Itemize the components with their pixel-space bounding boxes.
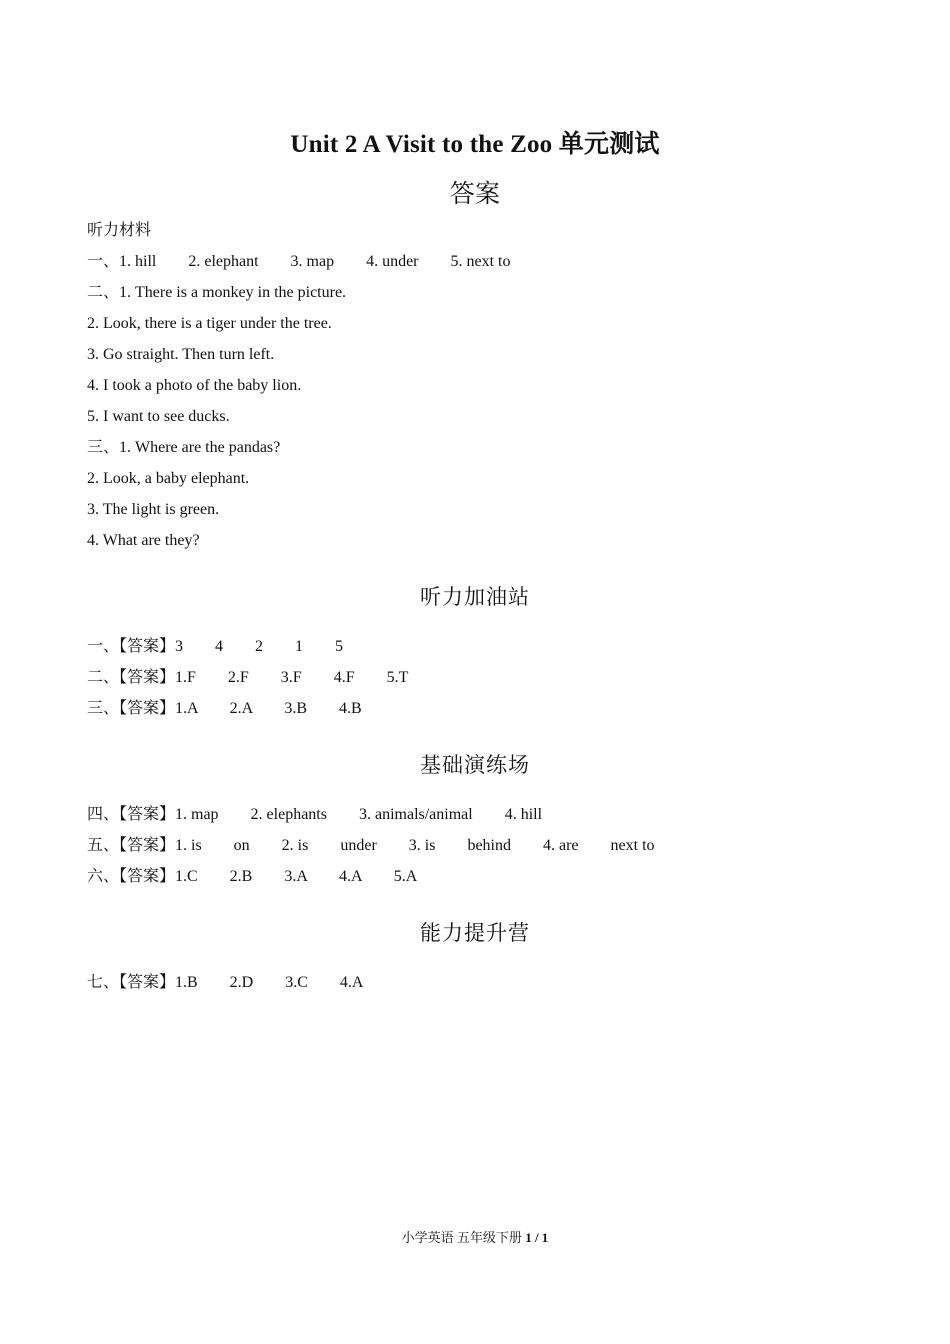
answer-line: 五、【答案】1. is on 2. is under 3. is behind 4. are next to [87, 837, 655, 854]
page-number: 1 / 1 [525, 1230, 549, 1245]
listening-line: 4. I took a photo of the baby lion. [87, 377, 302, 394]
listening-line: 3. Go straight. Then turn left. [87, 346, 275, 363]
listening-line: 2. Look, a baby elephant. [87, 470, 250, 487]
section-heading-basics: 基础演练场 [420, 753, 530, 777]
page-footer [0, 1227, 950, 1246]
answer-line: 二、【答案】1.F 2.F 3.F 4.F 5.T [87, 669, 409, 686]
answer-line: 四、【答案】1. map 2. elephants 3. animals/animal 4. hill [87, 806, 543, 823]
answer-line: 三、【答案】1.A 2.A 3.B 4.B [87, 700, 362, 717]
answer-line: 七、【答案】1.B 2.D 3.C 4.A [87, 974, 364, 991]
listening-line: 5. I want to see ducks. [87, 408, 230, 425]
listening-line: 4. What are they? [87, 532, 200, 549]
footer-text: 小学英语 五年级下册 [401, 1230, 526, 1245]
section-heading-ability: 能力提升营 [420, 921, 530, 945]
listening-line: 2. Look, there is a tiger under the tree. [87, 315, 332, 332]
listening-line: 二、1. There is a monkey in the picture. [87, 284, 347, 301]
document-subtitle: 答案 [449, 181, 501, 208]
listening-line: 3. The light is green. [87, 501, 220, 518]
section-heading-listening: 听力加油站 [420, 585, 530, 609]
listening-line: 一、1. hill 2. elephant 3. map 4. under 5. next to [87, 253, 511, 270]
document-title: Unit 2 A Visit to the Zoo 单元测试 [290, 131, 660, 158]
answer-line: 一、【答案】3 4 2 1 5 [87, 638, 344, 655]
answer-line: 六、【答案】1.C 2.B 3.A 4.A 5.A [87, 868, 418, 885]
listening-line: 三、1. Where are the pandas? [87, 439, 281, 456]
listening-material-heading: 听力材料 [87, 222, 152, 239]
